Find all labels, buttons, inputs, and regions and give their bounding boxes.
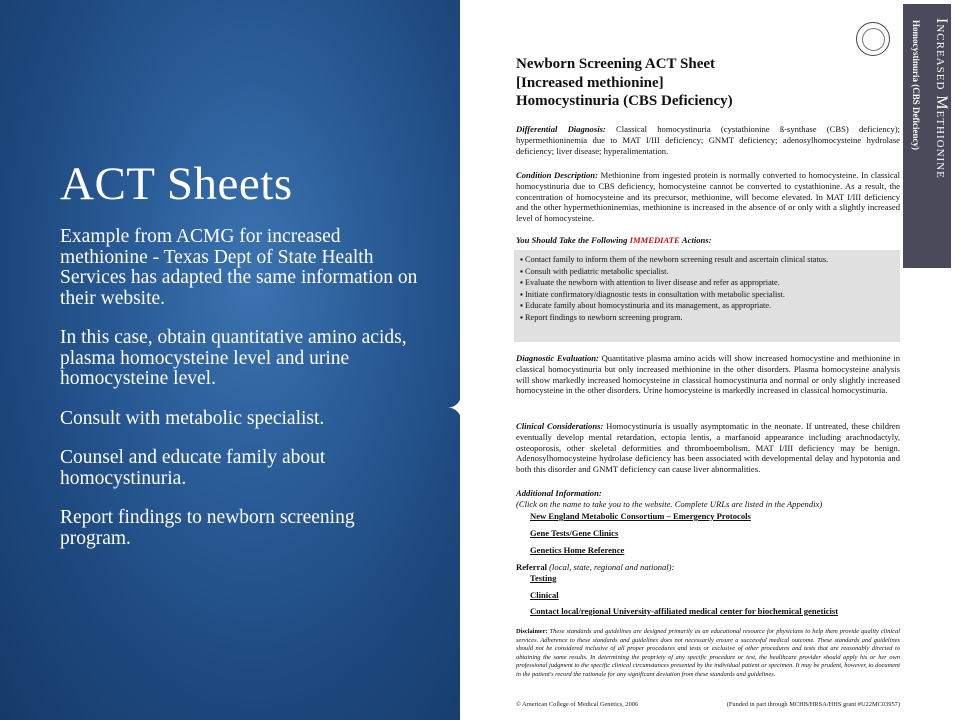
diagnostic-evaluation: Diagnostic Evaluation: Quantitative plasma amino acids will show increased homocystine and methionine in classical homocystinuria but only increased methionine in the other disorders. Plasma homocysteine analysis will show markedly increased homocysteine in classical homocystinuria and normal or only slightly increased homocysteine in the other disorders. Urine homocysteine is markedly increased in classical homocystinuria. bbox=[516, 353, 900, 396]
document-footer: © American College of Medical Genetics, 2006 (Funded in part through MCHB/HRSA/HHS grant #U22MC03957) bbox=[516, 701, 900, 708]
action-item: ▪ Initiate confirmatory/diagnostic tests in consultation with metabolic specialist. bbox=[520, 289, 785, 299]
bullet-item: Example from ACMG for increased methionine - Texas Dept of State Health Services has adapted the same information on their website. bbox=[60, 226, 418, 309]
link-biochemical-geneticist[interactable]: Contact local/regional University-affiliated medical center for biochemical geneticist bbox=[530, 606, 839, 616]
clinical-considerations: Clinical Considerations: Homocystinuria is usually asymptomatic in the neonate. If untreated, these children eventually develop mental retardation, ectopia lentis, a marfanoid appearance including arachnodactyly, osteoporosis, other skeletal deformities and thromboembolism. MAT I/III deficiency may be benign. Adenosylhomocysteine hydrolase deficiency has been associated with developmental delay and hypotonia and both this disorder and GNMT deficiency can cause liver abnormalities. bbox=[516, 421, 900, 475]
action-item: ▪ Evaluate the newborn with attention to liver disease and refer as appropriate. bbox=[520, 278, 780, 287]
act-sheet-document bbox=[503, 0, 903, 720]
action-item: ▪ Educate family about homocystinuria and its management, as appropriate. bbox=[520, 301, 772, 310]
link-genetics-home-reference[interactable]: Genetics Home Reference bbox=[530, 545, 625, 555]
disclaimer: Disclaimer: These standards and guidelines are designed primarily as an educational resource for physicians to help them provide quality clinical services. Adherence to these standards and guidelines does not necessarily ensure a successful medical outcome. These standards and guidelines should not be considered inclusive of all proper procedures and tests or exclusive of other procedures and tests that are reasonably directed to obtaining the same results. In determining the propriety of any specific procedure or test, the healthcare provider should apply his or her own professional judgment to the specific clinical circumstances presented by the individual patient or specimen. It may be prudent, however, to document in the patient's record the rationale for any significant deviation from these standards and guidelines. bbox=[516, 628, 900, 678]
side-tab-subtitle: Homocystinuria (CBS Deficiency) bbox=[911, 20, 921, 150]
slide-title: ACT Sheets bbox=[60, 158, 293, 210]
bullet-item: In this case, obtain quantitative amino acids, plasma homocysteine level and urine homocysteine level. bbox=[60, 327, 407, 389]
link-nemc-protocols[interactable]: New England Metabolic Consortium – Emergency Protocols bbox=[530, 511, 751, 521]
action-item: ▪ Contact family to inform them of the newborn screening result and ascertain clinical status. bbox=[520, 255, 829, 264]
slide-body bbox=[60, 227, 430, 568]
document-title: Newborn Screening ACT Sheet [Increased methionine] Homocystinuria (CBS Deficiency) bbox=[516, 56, 733, 109]
action-item: ▪ Consult with pediatric metabolic specialist. bbox=[520, 266, 669, 276]
link-clinical[interactable]: Clinical bbox=[530, 590, 559, 600]
differential-diagnosis: Differential Diagnosis: Classical homocystinuria (cystathionine ß-synthase (CBS) deficiency); hypermethioninemia due to MAT I/III deficiency; GNMT deficiency; adenosylhomocysteine hydrolase deficiency; liver disease; hyperalimentation. bbox=[516, 124, 900, 156]
actions-heading: You Should Take the Following IMMEDIATE Actions: bbox=[516, 235, 712, 245]
side-tab-title: Increased Methionine bbox=[933, 18, 950, 179]
acmg-seal-icon bbox=[856, 22, 890, 56]
referral-heading: Referral (local, state, regional and national): bbox=[516, 562, 675, 572]
link-gene-tests[interactable]: Gene Tests/Gene Clinics bbox=[530, 528, 619, 538]
bullet-item: Counsel and educate family about homocystinuria. bbox=[60, 447, 326, 489]
star-icon: ✦ bbox=[446, 389, 476, 429]
action-item: ▪ Report findings to newborn screening program. bbox=[520, 312, 683, 322]
condition-description: Condition Description: Methionine from ingested protein is normally converted to homocysteine. In classical homocystinuria due to CBS deficiency, homocysteine cannot be converted to cystathionine. As a result, the concentration of homocysteine and its precursor, methionine, will become elevated. In MAT I/III deficiency and the other hypermethioninemias, methionine is increased in the absence of or only with a slightly increased level of homocysteine. bbox=[516, 170, 900, 224]
additional-information: Additional Information: (Click on the name to take you to the website. Complete URLs are listed in the Appendix) bbox=[516, 488, 823, 509]
bullet-item: Consult with metabolic specialist. bbox=[60, 407, 325, 429]
bullet-item: Report findings to newborn screening program. bbox=[60, 507, 355, 549]
immediate-actions-box bbox=[514, 250, 900, 342]
link-testing[interactable]: Testing bbox=[530, 573, 557, 583]
